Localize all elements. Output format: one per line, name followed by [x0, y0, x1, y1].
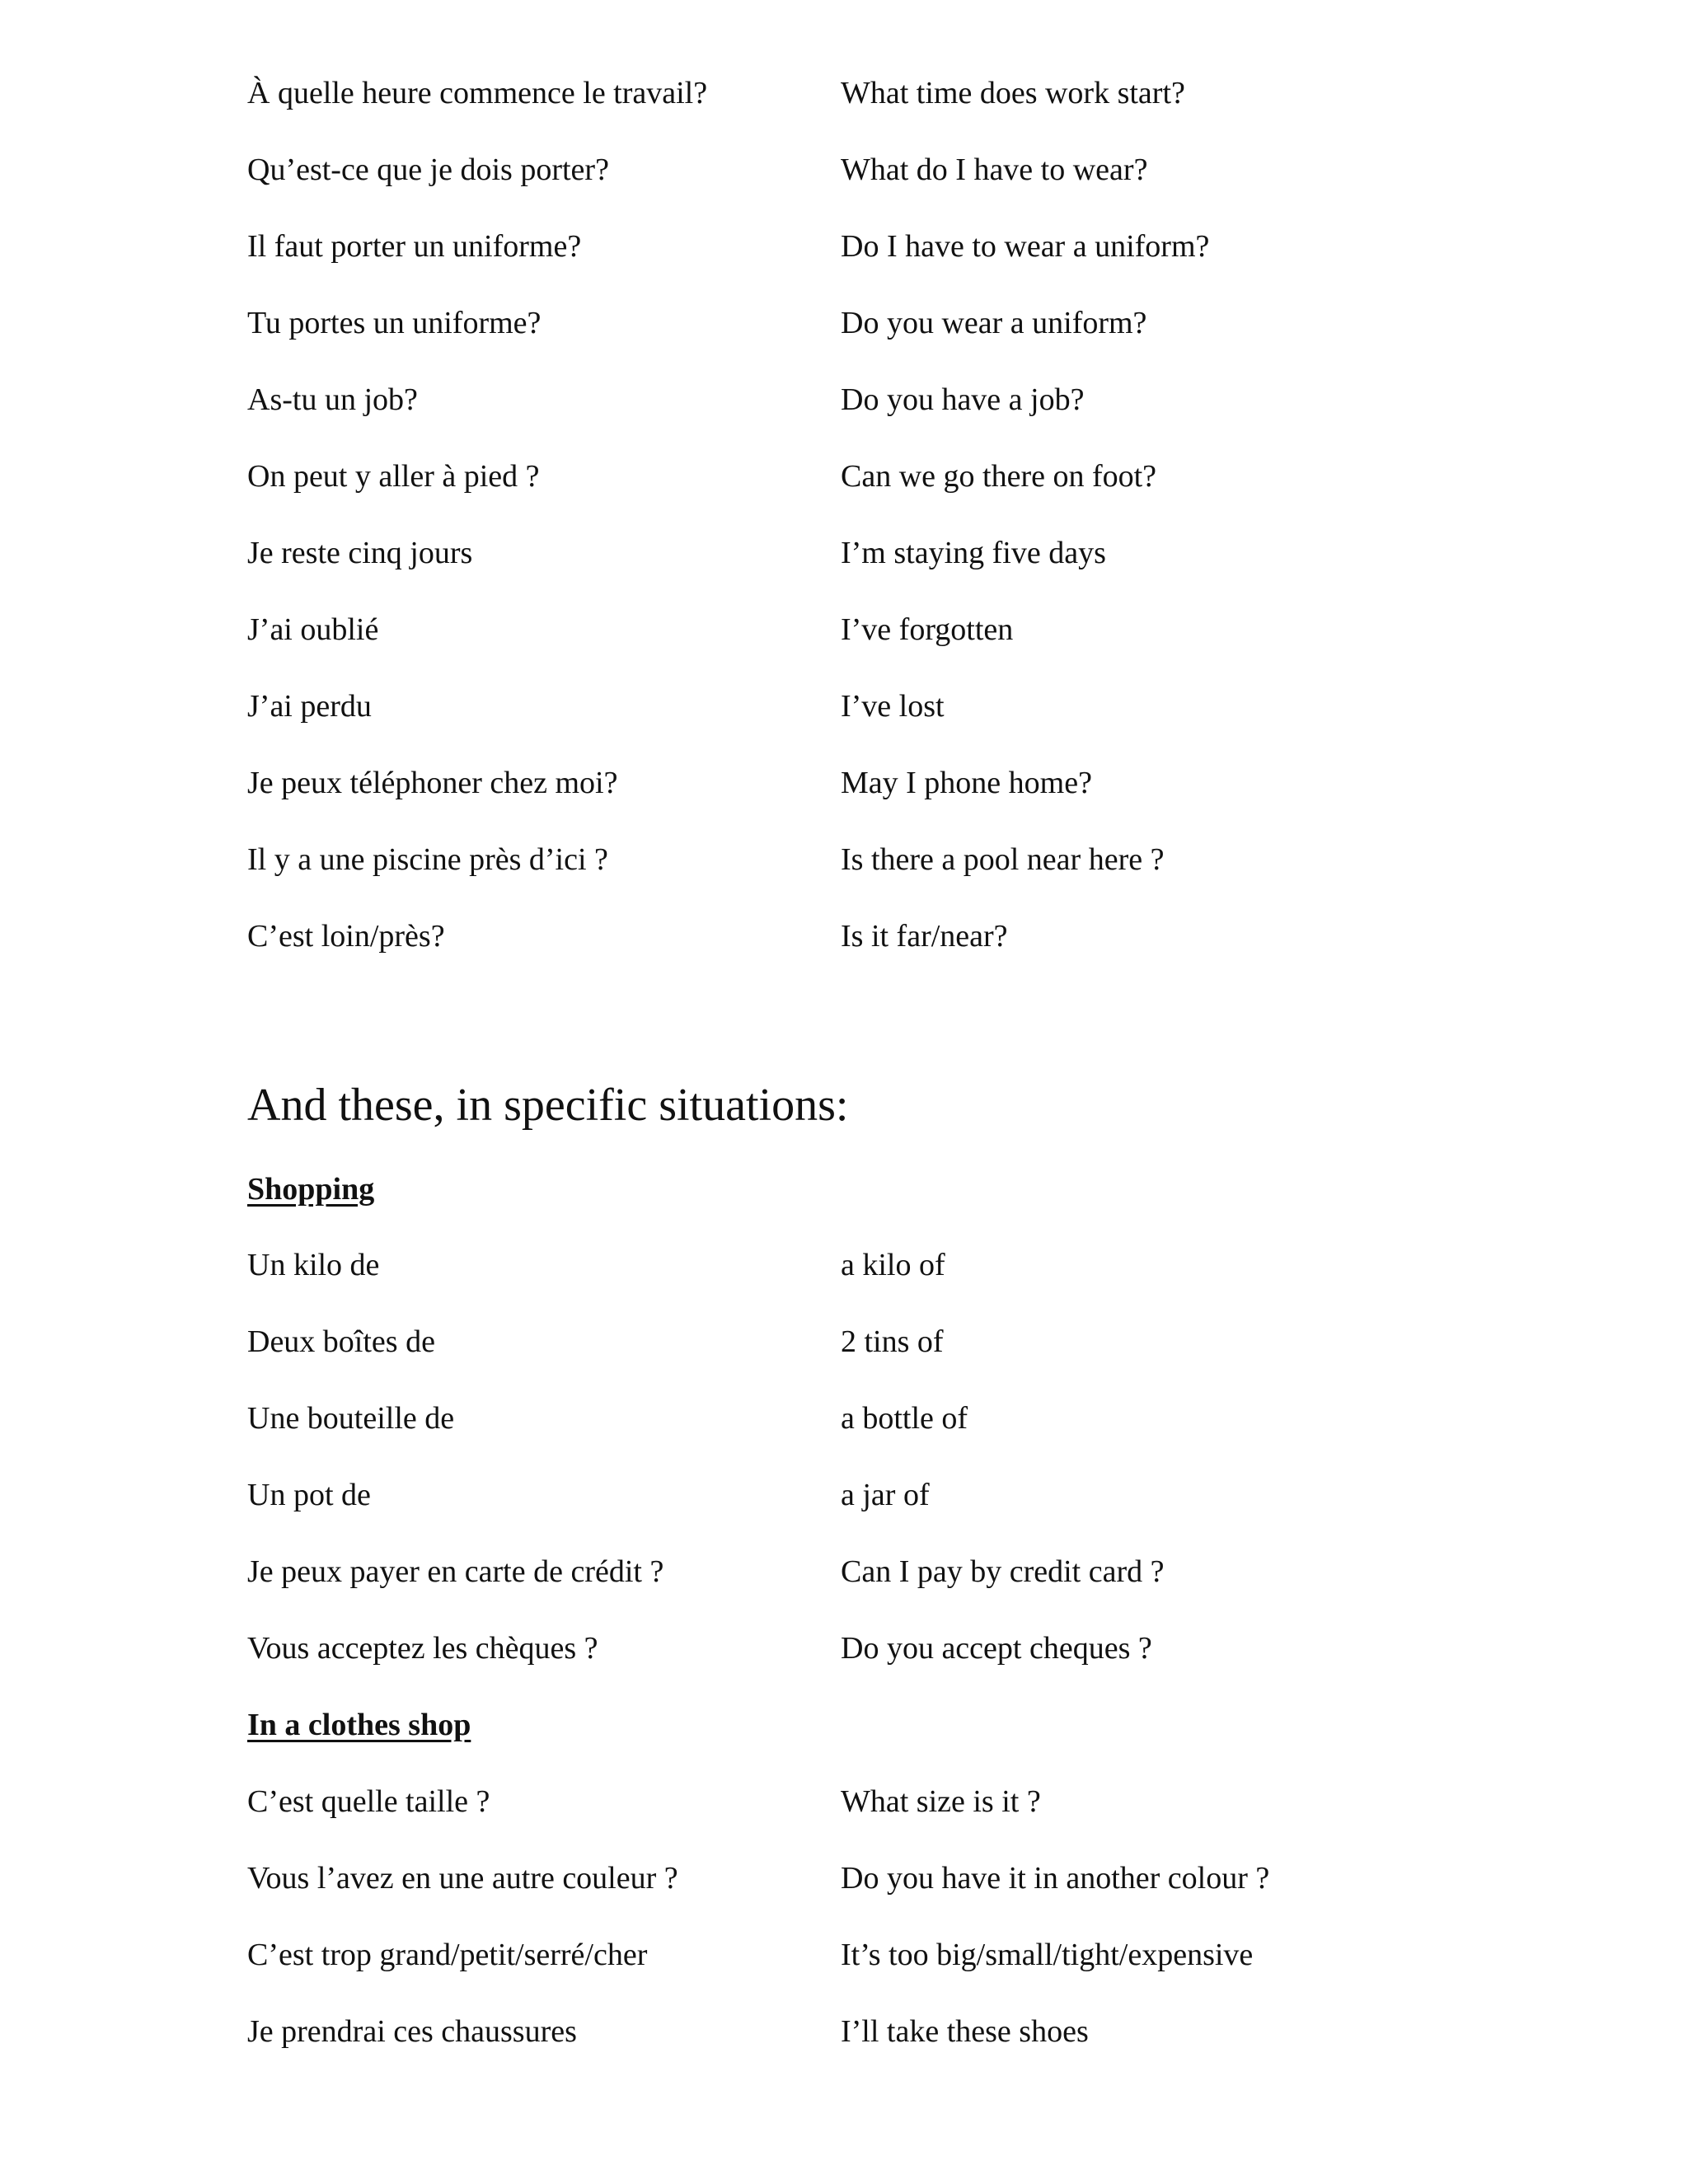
french-phrase: Vous l’avez en une autre couleur ? [247, 1861, 678, 1896]
phrase-row [0, 835, 1688, 884]
english-translation: I’m staying five days [841, 536, 1106, 570]
phrase-row [0, 912, 1688, 961]
phrase-row [0, 1624, 1688, 1673]
english-translation: I’ve lost [841, 689, 945, 724]
french-phrase: Il faut porter un uniforme? [247, 229, 582, 264]
french-phrase: C’est loin/près? [247, 919, 445, 954]
phrase-row [0, 68, 1688, 118]
french-phrase: Un kilo de [247, 1248, 380, 1282]
french-phrase: J’ai perdu [247, 689, 372, 724]
french-phrase: Je peux téléphoner chez moi? [247, 766, 618, 800]
english-translation: Do you wear a uniform? [841, 306, 1147, 340]
phrase-row [0, 375, 1688, 424]
english-translation: Do you have a job? [841, 382, 1085, 417]
phrase-row [0, 1470, 1688, 1520]
clothes-shop-subheading: In a clothes shop [247, 1708, 471, 1742]
french-phrase: Je prendrai ces chaussures [247, 2014, 577, 2049]
french-phrase: Une bouteille de [247, 1401, 455, 1436]
section-heading: And these, in specific situations: [247, 1080, 849, 1131]
english-translation: a jar of [841, 1478, 930, 1512]
english-translation: Is there a pool near here ? [841, 842, 1165, 877]
english-translation: 2 tins of [841, 1324, 944, 1359]
french-phrase: Je reste cinq jours [247, 536, 473, 570]
french-phrase: As-tu un job? [247, 382, 418, 417]
english-translation: I’ve forgotten [841, 612, 1014, 647]
phrase-row [0, 1240, 1688, 1290]
english-translation: It’s too big/small/tight/expensive [841, 1938, 1254, 1972]
phrase-row [0, 222, 1688, 271]
phrase-row [0, 1394, 1688, 1443]
french-phrase: J’ai oublié [247, 612, 379, 647]
french-phrase: Tu portes un uniforme? [247, 306, 542, 340]
english-translation: What time does work start? [841, 76, 1185, 110]
phrase-row [0, 1930, 1688, 1980]
phrase-row [0, 1777, 1688, 1826]
phrase-row [0, 1547, 1688, 1596]
english-translation: May I phone home? [841, 766, 1092, 800]
phrase-row [0, 145, 1688, 194]
phrase-row [0, 1854, 1688, 1903]
phrase-row [0, 2007, 1688, 2056]
french-phrase: Il y a une piscine près d’ici ? [247, 842, 608, 877]
english-translation: I’ll take these shoes [841, 2014, 1089, 2049]
french-phrase: Je peux payer en carte de crédit ? [247, 1554, 664, 1589]
french-phrase: À quelle heure commence le travail? [247, 76, 708, 110]
phrase-row [0, 1317, 1688, 1366]
french-phrase: On peut y aller à pied ? [247, 459, 540, 494]
french-phrase: C’est quelle taille ? [247, 1784, 490, 1819]
english-translation: a kilo of [841, 1248, 945, 1282]
phrase-row [0, 605, 1688, 654]
phrase-row [0, 298, 1688, 348]
english-translation: a bottle of [841, 1401, 968, 1436]
french-phrase: Vous acceptez les chèques ? [247, 1631, 598, 1666]
phrase-row [0, 452, 1688, 501]
english-translation: Can we go there on foot? [841, 459, 1157, 494]
phrase-row [0, 758, 1688, 808]
french-phrase: Qu’est-ce que je dois porter? [247, 152, 609, 187]
english-translation: What size is it ? [841, 1784, 1041, 1819]
phrase-row [0, 682, 1688, 731]
english-translation: Do I have to wear a uniform? [841, 229, 1210, 264]
phrase-row [0, 528, 1688, 578]
english-translation: What do I have to wear? [841, 152, 1148, 187]
english-translation: Can I pay by credit card ? [841, 1554, 1165, 1589]
french-phrase: C’est trop grand/petit/serré/cher [247, 1938, 648, 1972]
english-translation: Do you accept cheques ? [841, 1631, 1152, 1666]
french-phrase: Deux boîtes de [247, 1324, 435, 1359]
french-phrase: Un pot de [247, 1478, 371, 1512]
shopping-subheading: Shopping [247, 1172, 375, 1207]
english-translation: Is it far/near? [841, 919, 1008, 954]
english-translation: Do you have it in another colour ? [841, 1861, 1270, 1896]
